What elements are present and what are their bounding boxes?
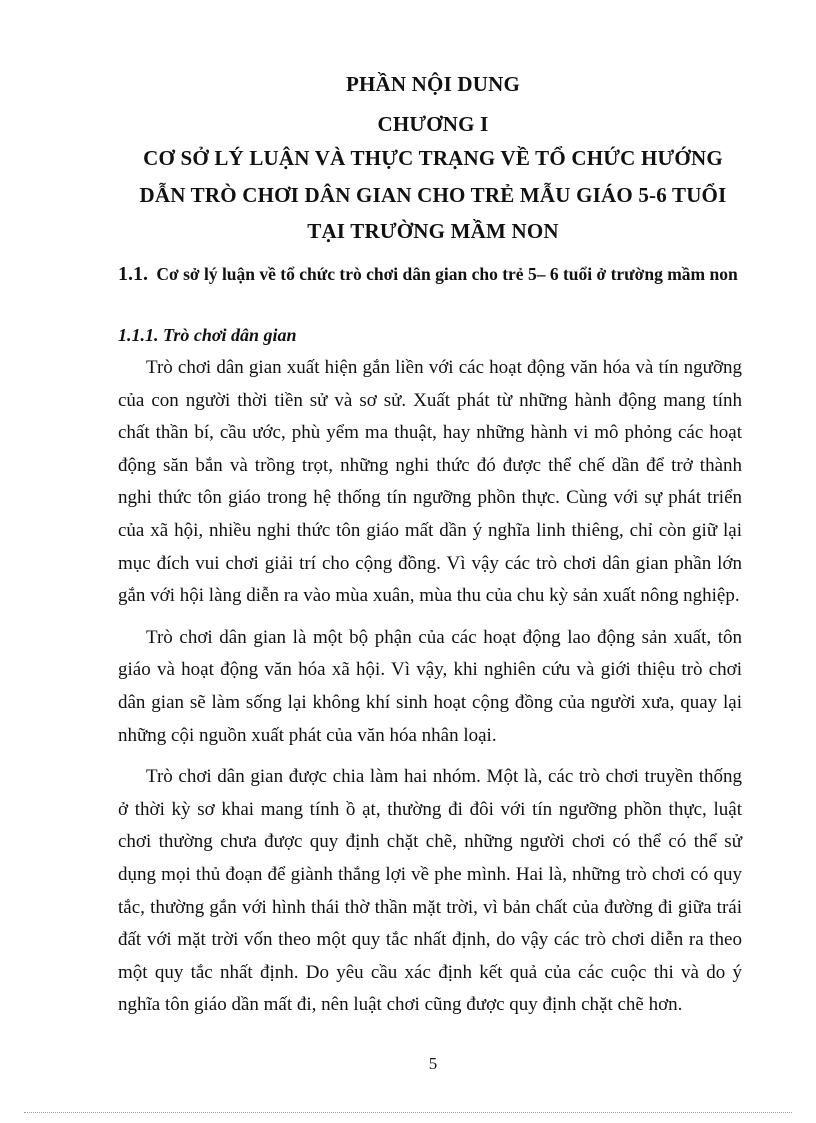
chapter-title-line-2: DẪN TRÒ CHƠI DÂN GIAN CHO TRẺ MẪU GIÁO 5-6 TUỔI [139, 183, 727, 207]
paragraph-3: Trò chơi dân gian được chia làm hai nhóm. Một là, các trò chơi truyền thống ở thời kỳ sơ khai mang tính ồ ạt, thường đi đôi với tín ngưỡng phồn thực, luật chơi thường chưa được quy định chặt chẽ, những người chơi có thể có thể sử dụng mọi thủ đoạn để giành thắng lợi về phe mình. Hai là, những trò chơi có quy tắc, thường gắn với hình thái thờ thần mặt trời, vì bản chất của đường đi giữa trái đất với mặt trời vốn theo một quy tắc nhất định, do vậy các trò chơi diễn ra theo một quy tắc nhất định. Do yêu cầu xác định kết quả của các cuộc thi và do ý nghĩa tôn giáo dần mất đi, nên luật chơi cũng được quy định chặt chẽ hơn. [118, 766, 742, 1016]
subsection-heading: 1.1.1. Trò chơi dân gian [118, 325, 297, 345]
paragraph-2: Trò chơi dân gian là một bộ phận của các hoạt động lao động sản xuất, tôn giáo và hoạt động văn hóa xã hội. Vì vậy, khi nghiên cứu và giới thiệu trò chơi dân gian sẽ làm sống lại không khí sinh hoạt cộng đồng của người xưa, quay lại những cội nguồn xuất phát của văn hóa nhân loại. [118, 626, 742, 746]
paragraph-1: Trò chơi dân gian xuất hiện gắn liền với các hoạt động văn hóa và tín ngưỡng của con người thời tiền sử và sơ sử. Xuất phát từ những hành động mang tính chất thần bí, cầu ước, phù yểm ma thuật, hay những hành vi mô phỏng các hoạt động săn bắn và trồng trọt, những nghi thức đó được thể chế dần để trở thành nghi thức tôn giáo trong hệ thống tín ngưỡng phồn thực. Cùng với sự phát triển của xã hội, nhiều nghi thức tôn giáo mất dần ý nghĩa linh thiêng, chỉ còn giữ lại mục đích vui chơi giải trí cho cộng đồng. Vì vậy các trò chơi dân gian phần lớn gắn với hội làng diễn ra vào mùa xuân, mùa thu của chu kỳ sản xuất nông nghiệp. [118, 357, 742, 607]
chapter-title-line-1: CƠ SỞ LÝ LUẬN VÀ THỰC TRẠNG VỀ TỔ CHỨC HƯỚNG [143, 146, 723, 170]
body-text [118, 352, 742, 1031]
section-number: 1.1. [118, 263, 148, 285]
section-heading [118, 259, 758, 289]
part-heading: PHẦN NỘI DUNG [345, 72, 521, 96]
page-number: 5 [428, 1054, 438, 1073]
section-title: Cơ sở lý luận về tổ chức trò chơi dân gian cho trẻ 5– 6 tuổi ở trường mầm non [156, 264, 738, 284]
page-bottom-divider [24, 1112, 792, 1113]
chapter-title-line-3: TẠI TRƯỜNG MẦM NON [307, 219, 559, 243]
chapter-heading: CHƯƠNG I [377, 112, 489, 136]
